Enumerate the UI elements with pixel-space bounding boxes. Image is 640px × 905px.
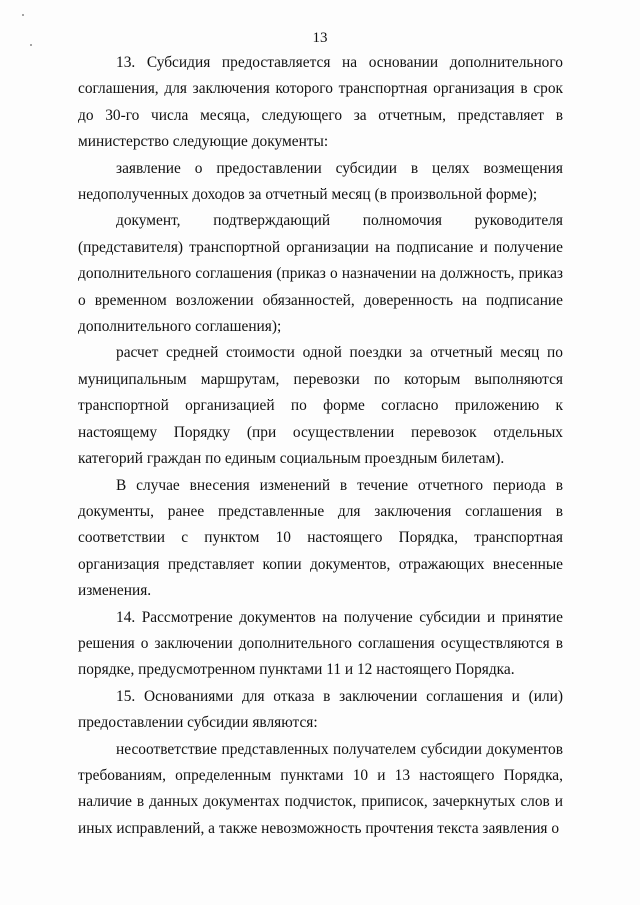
paragraph-15: 15. Основаниями для отказа в заключении соглашения и (или) предоставлении субсидии являются: bbox=[78, 687, 563, 732]
scan-speck bbox=[30, 44, 32, 46]
page-number: 13 bbox=[312, 30, 328, 46]
paragraph-14: 14. Рассмотрение документов на получение субсидии и принятие решения о заключении дополнительного соглашения осуществляются в порядке, предусмотренном пунктами 11 и 12 настоящего Порядка. bbox=[78, 608, 563, 679]
scan-speck bbox=[22, 14, 24, 16]
paragraph-changes: В случае внесения изменений в течение отчетного периода в документы, ранее представленные для заключения соглашения в соответствии с пунктом 10 настоящего Порядка, транспортная организация представляет копии документов, отражающих внесенные изменения. bbox=[78, 476, 563, 600]
paragraph-13-intro: 13. Субсидия предоставляется на основании дополнительного соглашения, для заключения которого транспортная организация в срок до 30-го числа месяца, следующего за отчетным, представляет в министерство следующие документы: bbox=[78, 54, 563, 151]
paragraph-cost-calculation: расчет средней стоимости одной поездки за отчетный месяц по муниципальным маршрутам, перевозки по которым выполняются транспортной организацией по форме согласно приложению к настоящему Порядку (при осуществлении перевозок отдельных категорий граждан по единым социальным проездным билетам). bbox=[78, 344, 563, 468]
document-body bbox=[78, 50, 563, 842]
paragraph-application: заявление о предоставлении субсидии в целях возмещения недополученных доходов за отчетный месяц (в произвольной форме); bbox=[78, 159, 563, 204]
paragraph-authority-document: документ, подтверждающий полномочия руководителя (представителя) транспортной организации на подписание и получение дополнительного соглашения (приказ о назначении на должность, приказ о временном возложении обязанностей, доверенность на подписание дополнительного соглашения); bbox=[78, 212, 563, 336]
paragraph-nonconformity: несоответствие представленных получателем субсидии документов требованиям, определенным пунктами 10 и 13 настоящего Порядка, наличие в данных документах подчисток, приписок, зачеркнутых слов и иных исправлений, а также невозможность прочтения текста заявления о bbox=[78, 740, 563, 837]
